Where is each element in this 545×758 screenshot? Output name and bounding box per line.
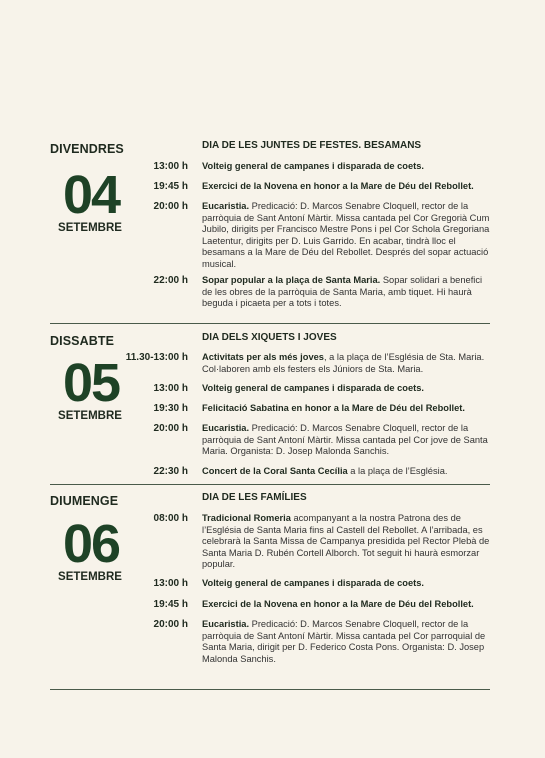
event-time: 20:00 h — [153, 201, 188, 212]
event-time: 13:00 h — [153, 383, 188, 394]
day-number: 06 — [62, 514, 120, 574]
section-divider — [50, 484, 490, 485]
event-time: 22:30 h — [153, 466, 188, 477]
day-month: SETEMBRE — [58, 571, 122, 583]
event-time: 19:30 h — [153, 403, 188, 414]
event-description: Activitats per als més joves, a la plaça de l’Església de Sta. Maria. Col·laboren amb els festers els Júniors de Sta. Maria. — [202, 352, 485, 374]
event-time: 13:00 h — [153, 578, 188, 589]
day-title: DIA DELS XIQUETS I JOVES — [202, 332, 337, 343]
event-time: 19:45 h — [153, 599, 188, 610]
event-time: 20:00 h — [153, 619, 188, 630]
event-time: 11.30-13:00 h — [125, 352, 188, 363]
event-description: Volteig general de campanes i disparada de coets. — [202, 383, 424, 393]
day-label: DIUMENGE — [50, 494, 119, 508]
day-label: DISSABTE — [50, 334, 115, 348]
event-description: Sopar popular a la plaça de Santa Maria. Sopar solidari a benefici de les obres de la parròquia de Santa Maria, amb tiquet. Hi haurà beguda i picaeta per a tots i totes. — [202, 275, 483, 308]
event-description: Felicitació Sabatina en honor a la Mare de Déu del Rebollet. — [202, 403, 465, 413]
event-description: Exercici de la Novena en honor a la Mare de Déu del Rebollet. — [202, 599, 474, 609]
section-divider — [50, 323, 490, 324]
section-divider — [50, 689, 490, 690]
day-number: 05 — [62, 353, 120, 413]
day-month: SETEMBRE — [58, 222, 122, 234]
event-description: Eucaristia. Predicació: D. Marcos Senabre Cloquell, rector de la parròquia de Sant Antoní Màrtir. Missa cantada pel Cor jove de Santa Maria. Organista: D. Josep Malonda Sanchis. — [202, 423, 488, 456]
day-number: 04 — [62, 165, 120, 225]
event-description: Eucaristia. Predicació: D. Marcos Senabre Cloquell, rector de la parròquia de Sant Antoní Màrtir. Missa cantada pel Cor Gregorià Cum Jubilo, dirigits per Francisco Mestre Pons i pel Cor Schola Gregoriana Laetentur, dirigits per D. Luis Garrido. En acabar, tindrà lloc el besamans a la Mare de Déu del Rebollet. Després del sopar actuació musical. — [202, 201, 490, 269]
event-time: 19:45 h — [153, 181, 188, 192]
event-description: Volteig general de campanes i disparada de coets. — [202, 161, 424, 171]
day-month: SETEMBRE — [58, 410, 122, 422]
day-label: DIVENDRES — [50, 142, 124, 156]
event-description: Eucaristia. Predicació: D. Marcos Senabre Cloquell, rector de la parròquia de Sant Antoní Màrtir. Missa cantada pel Cor parroquial de Santa Maria, dirigit per D. Federico Costa Pons. Organista: D. Josep Malonda Sanchis. — [202, 619, 486, 664]
day-title: DIA DE LES JUNTES DE FESTES. BESAMANS — [202, 140, 422, 151]
event-description: Exercici de la Novena en honor a la Mare de Déu del Rebollet. — [202, 181, 474, 191]
event-description: Volteig general de campanes i disparada de coets. — [202, 578, 424, 588]
event-description: Tradicional Romeria acompanyant a la nostra Patrona des de l’Església de Santa Maria fins al Castell del Rebollet. A l’arribada, es celebrarà la Santa Missa de Campanya presidida pel Rector Plebà de Santa Maria D. Rubén Cortell Alborch. Tot seguit hi haurà esmorzar popular. — [202, 513, 490, 569]
event-description: Concert de la Coral Santa Cecília a la plaça de l’Església. — [202, 466, 448, 476]
event-time: 08:00 h — [153, 513, 188, 524]
day-title: DIA DE LES FAMÍLIES — [202, 492, 307, 503]
event-time: 20:00 h — [153, 423, 188, 434]
event-time: 22:00 h — [153, 275, 188, 286]
event-time: 13:00 h — [153, 161, 188, 172]
